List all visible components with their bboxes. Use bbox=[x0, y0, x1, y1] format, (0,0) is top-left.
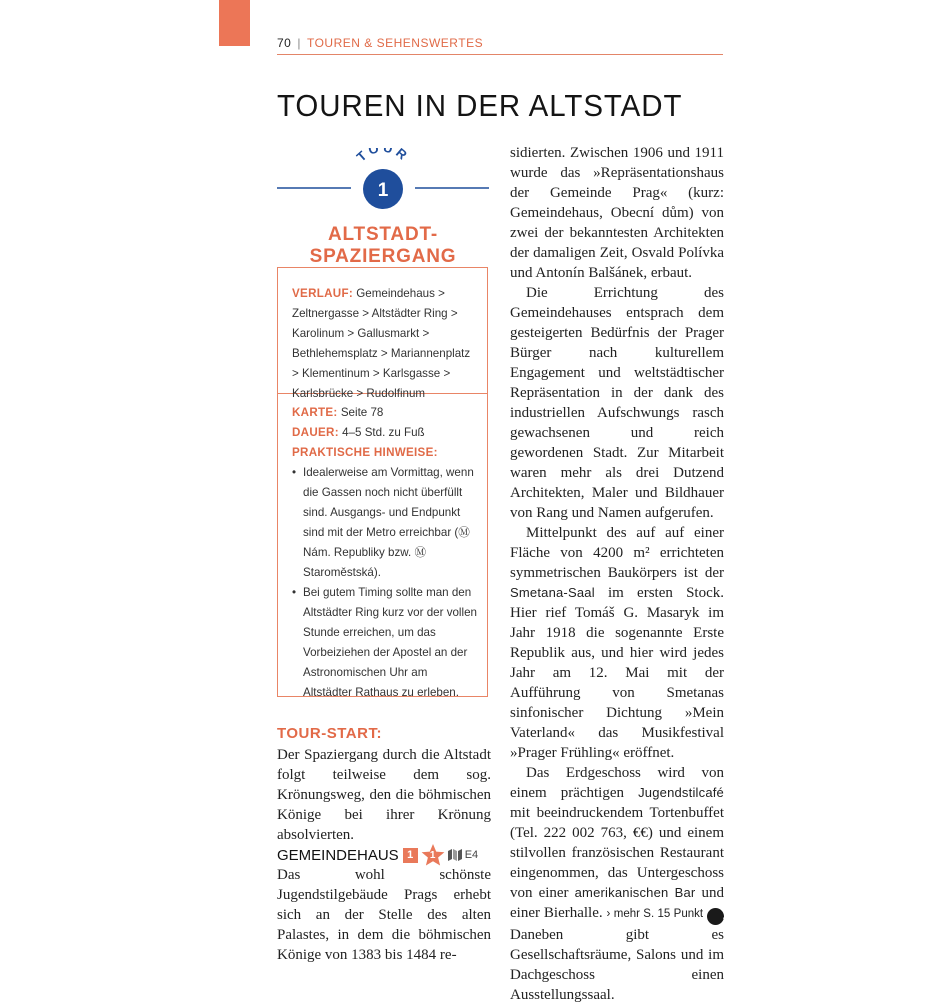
tour-name: ALTSTADT-SPAZIERGANG bbox=[309, 224, 457, 267]
tour-badge bbox=[277, 148, 489, 212]
star-number: 1 bbox=[429, 850, 436, 861]
hint-item: • Bei gutem Timing sollte man den Altstädter Ring kurz vor der vollen Stunde erreichen, um das Vorbeiziehen der Apostel an der Astronomischen Uhr am Altstädter Rathaus zu erleben. bbox=[292, 583, 477, 703]
map-icon bbox=[448, 849, 462, 861]
point-number-badge: 22 bbox=[707, 908, 724, 925]
tour-info-box bbox=[277, 267, 488, 697]
header-separator: | bbox=[297, 36, 301, 50]
cross-reference[interactable]: › mehr S. 15 Punkt bbox=[606, 908, 704, 920]
tour-word: TOUR bbox=[353, 148, 413, 165]
text-run: Das Erdgeschoss wird von einem prächtigen bbox=[510, 765, 724, 801]
route-text: Gemeindehaus > Zeltnergasse > Altstädter Ring > Karolinum > Gallusmarkt > Bethlehemsplatz > Mariannenplatz > Klementinum > Karlsgasse > Karlsbrücke > Rudolfinum bbox=[292, 287, 471, 400]
paragraph bbox=[510, 763, 735, 1005]
map-label: KARTE: bbox=[292, 406, 338, 419]
highlight-american-bar: amerikanischen Bar bbox=[574, 885, 696, 900]
svg-text:TOUR bbox=[354, 148, 413, 164]
duration-label: DAUER: bbox=[292, 426, 339, 439]
sight-text: Das wohl schönste Jugendstilgebäude Prags erhebt sich an der Stelle des alten Palastes, in dem die böhmischen Könige von 1383 bis 1484 re- bbox=[277, 867, 491, 963]
text-run: mit beeindruckendem Tortenbuffet (Tel. 222 002 763, €€) und einem stilvollen französischen Restaurant eingenommen, das Untergeschoss von einer bbox=[510, 805, 724, 901]
sight-name: GEMEINDEHAUS bbox=[277, 846, 399, 864]
paragraph: Die Errichtung des Gemeindehauses entsprach dem gesteigerten Bedürfnis der Prager Bürger nach kulturellem Engagement und weltstädtischer Repräsentation in der dank des industriellen Aufschwungs rasch gewachsenen und reich gewordenen Stadt. Zur Mitarbeit waren mehr als drei Dutzend Architekten, Maler und Bildhauer von Rang und Namen aufgerufen. bbox=[510, 285, 724, 521]
route-section bbox=[278, 268, 487, 400]
map-grid-ref: E4 bbox=[464, 849, 479, 861]
sight-number-badge: 1 bbox=[403, 848, 418, 863]
highlight-smetana-saal: Smetana-Saal bbox=[510, 585, 595, 600]
text-run: Daneben gibt es Gesellschaftsräume, Salons und im Dachgeschoss einen Ausstellungssaal. bbox=[510, 927, 724, 1003]
hint-item: • Idealerweise am Vormittag, wenn die Gassen noch nicht überfüllt sind. Ausgangs- und Endpunkt sind mit der Metro erreichbar (Ⓜ Nám. Republiky bzw. Ⓜ Staroměstská). bbox=[292, 463, 477, 583]
page-number: 70 bbox=[277, 36, 292, 50]
map-page: Seite 78 bbox=[340, 406, 384, 419]
sight-heading bbox=[277, 845, 491, 865]
text-run: im ersten Stock. Hier rief Tomáš G. Masaryk im Jahr 1918 die sogenannte Erste Republik aus, und hier wird jedes Jahr am 12. Mai mit der Aufführung von Smetanas sinfonischer Dichtung »Mein Vaterland« das Musikfestival »Prager Frühling« eröffnet. bbox=[510, 585, 724, 761]
duration-text: 4–5 Std. zu Fuß bbox=[342, 426, 425, 439]
tour-start-text: Der Spaziergang durch die Altstadt folgt teilweise dem sog. Krönungsweg, den die böhmischen Könige bei ihrer Krönung absolvierten. bbox=[277, 747, 491, 843]
hints-list bbox=[292, 463, 477, 703]
page-title: TOUREN IN DER ALTSTADT bbox=[277, 88, 683, 123]
text-run: Mittelpunkt des auf auf einer Fläche von 4200 m² errichteten symmetrischen Baukörpers ist der bbox=[510, 525, 724, 581]
map-line bbox=[292, 403, 477, 423]
running-header bbox=[277, 36, 723, 55]
tour-badge-graphic bbox=[277, 148, 489, 212]
tour-start-label: TOUR-START: bbox=[277, 725, 382, 742]
text-run: und einer Bierhalle. bbox=[510, 885, 725, 921]
corner-tab bbox=[219, 0, 250, 46]
tour-number: 1 bbox=[377, 180, 389, 201]
section-name: TOUREN & SEHENSWERTES bbox=[306, 36, 484, 50]
duration-line bbox=[292, 423, 477, 443]
route-label: VERLAUF: bbox=[292, 287, 354, 300]
highlight-jugendstilcafe: Jugendstilcafé bbox=[638, 785, 724, 800]
paragraph: sidierten. Zwischen 1906 und 1911 wurde das »Repräsentationshaus der Gemeinde Prag« (kurz: Gemeindehaus, Obecní dům) von zwei der bekanntesten Architekten der damaligen Zeit, Osvald Polívka und Antonín Balšánek, erbaut. bbox=[510, 145, 724, 281]
details-section bbox=[278, 394, 487, 703]
hints-label: PRAKTISCHE HINWEISE: bbox=[292, 446, 438, 459]
right-column bbox=[510, 143, 735, 1005]
star-icon bbox=[420, 843, 446, 867]
paragraph bbox=[510, 523, 724, 763]
